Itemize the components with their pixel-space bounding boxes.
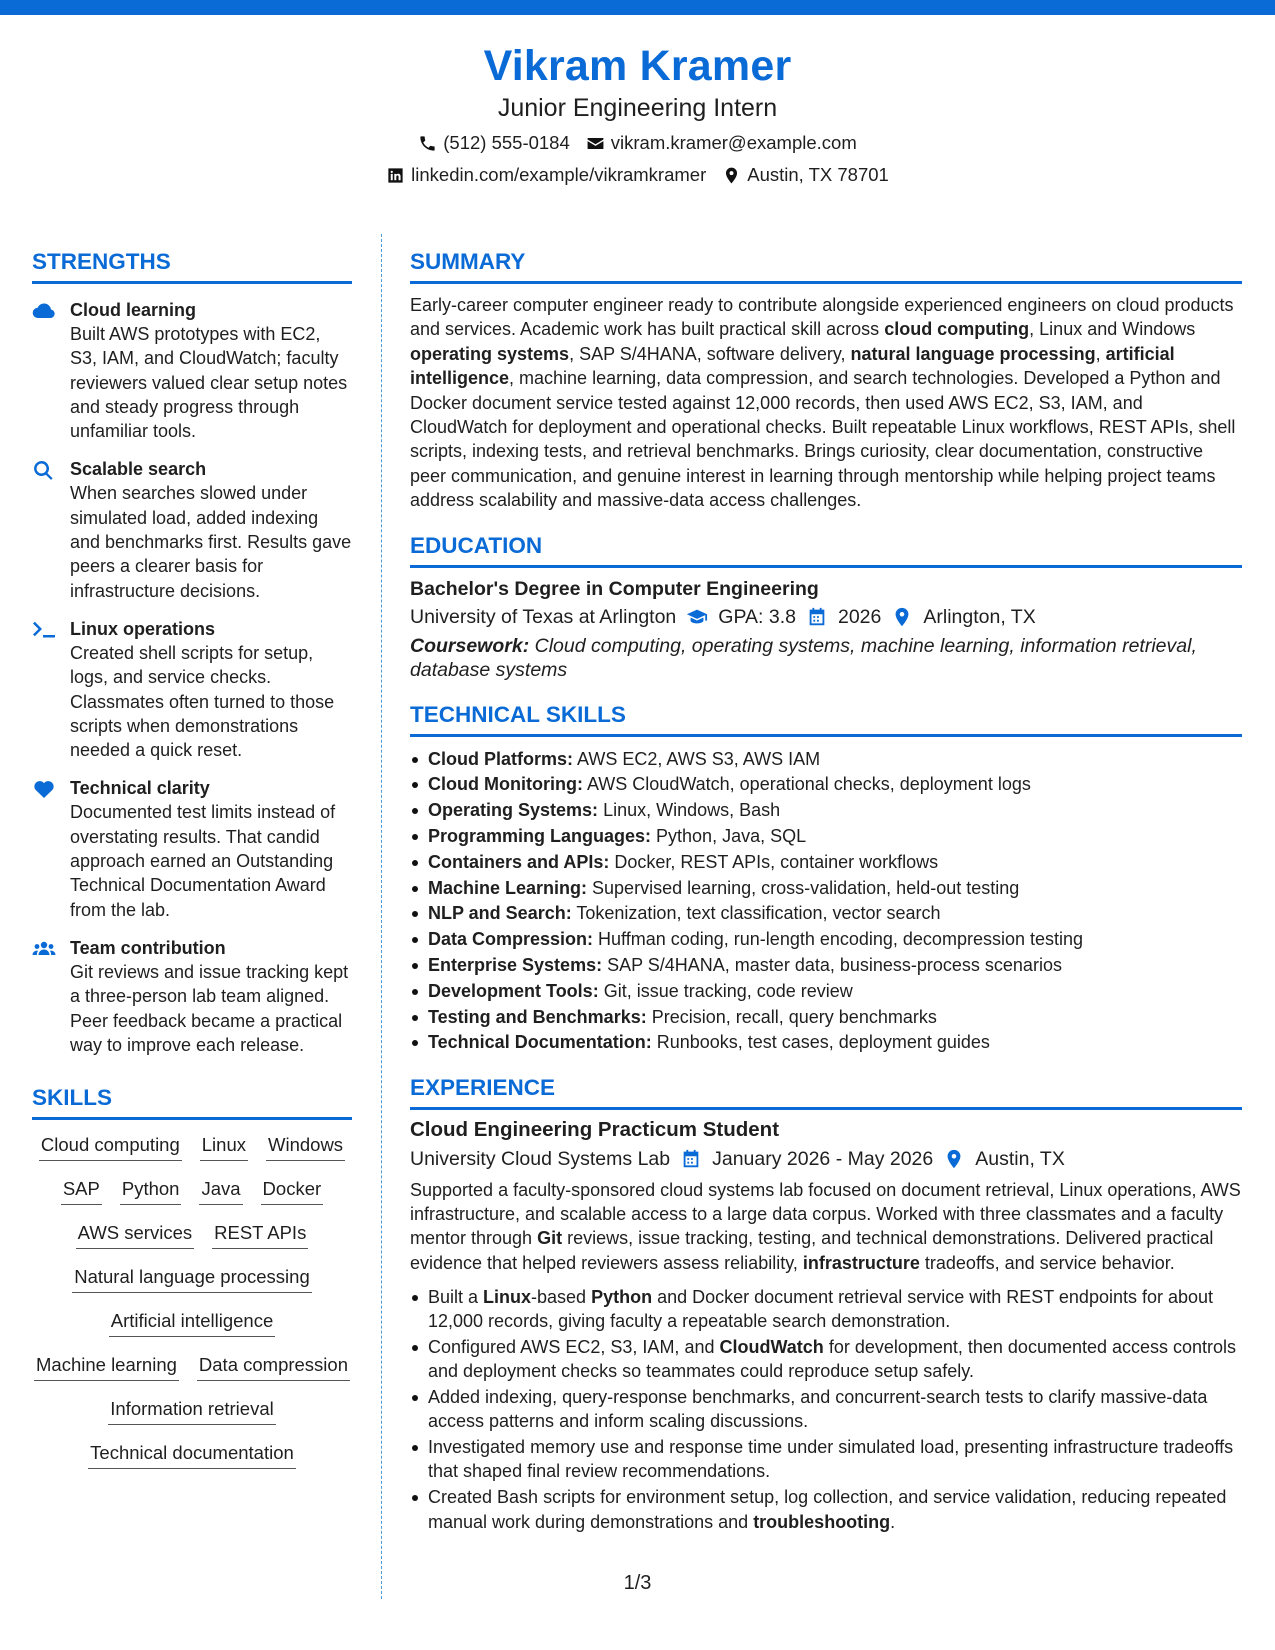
calendar-icon bbox=[680, 1148, 702, 1170]
technical-skill-item bbox=[410, 953, 1242, 977]
resume-header bbox=[0, 40, 1275, 190]
strength-item bbox=[32, 457, 352, 602]
skill-values: SAP S/4HANA, master data, business-process scenarios bbox=[602, 955, 1062, 976]
envelope-icon bbox=[586, 134, 605, 153]
text-run: , SAP S/4HANA, software delivery, bbox=[569, 343, 851, 364]
skill-category: NLP and Search: bbox=[428, 903, 572, 924]
technical-skill-item bbox=[410, 747, 1242, 771]
column-divider bbox=[381, 234, 382, 1599]
users-icon bbox=[32, 939, 56, 959]
job-bullet bbox=[410, 1485, 1242, 1534]
experience-section bbox=[410, 1073, 1242, 1534]
bold-text: operating systems bbox=[410, 343, 570, 364]
text-run: Supported a faculty-sponsored cloud systems lab focused on document retrieval, Linux operations, AWS infrastructure, and scalable access to a large data corpus. Worked with three classmates and a faculty mentor through bbox=[410, 1179, 1241, 1249]
bold-text: Python bbox=[591, 1286, 653, 1307]
skills-heading: SKILLS bbox=[32, 1083, 352, 1120]
job-bullet bbox=[410, 1435, 1242, 1484]
linkedin-icon bbox=[386, 166, 405, 185]
text-run: Built a bbox=[428, 1286, 484, 1307]
strength-text: Created shell scripts for setup, logs, and service checks. Classmates often turned to those scripts when demonstrations needed a quick reset. bbox=[70, 642, 335, 761]
education-section bbox=[410, 531, 1242, 682]
strength-title: Scalable search bbox=[70, 459, 207, 480]
top-accent-bar bbox=[0, 0, 1275, 15]
skill-values: AWS EC2, AWS S3, AWS IAM bbox=[573, 748, 821, 769]
bold-text: natural language processing bbox=[850, 343, 1096, 364]
page-number: 1/3 bbox=[623, 1572, 652, 1594]
strengths-list bbox=[32, 298, 352, 1057]
school-location: Arlington, TX bbox=[923, 605, 1036, 628]
skill-tag: Artificial intelligence bbox=[109, 1308, 275, 1337]
technical-skill-item bbox=[410, 979, 1242, 1003]
bold-text: artificial intelligence bbox=[410, 343, 1175, 389]
technical-skill-item bbox=[410, 798, 1242, 822]
skill-category: Machine Learning: bbox=[428, 877, 588, 898]
strength-title: Technical clarity bbox=[70, 778, 210, 799]
skill-category: Data Compression: bbox=[428, 929, 594, 950]
bold-text: infrastructure bbox=[802, 1252, 920, 1273]
text-run: , Linux and Windows bbox=[1029, 319, 1196, 340]
skill-category: Technical Documentation: bbox=[428, 1032, 652, 1053]
summary-heading: SUMMARY bbox=[410, 247, 1242, 284]
skill-tag: Technical documentation bbox=[88, 1440, 296, 1469]
candidate-title: Junior Engineering Intern bbox=[497, 94, 778, 122]
skill-category: Development Tools: bbox=[428, 980, 599, 1001]
technical-skills-heading: TECHNICAL SKILLS bbox=[410, 700, 1242, 737]
job-bullets bbox=[410, 1285, 1242, 1534]
strength-title: Linux operations bbox=[70, 618, 216, 639]
skill-category: Cloud Monitoring: bbox=[428, 774, 583, 795]
skill-tag: Data compression bbox=[197, 1352, 350, 1381]
skill-tag: SAP bbox=[61, 1176, 102, 1205]
technical-skill-item bbox=[410, 772, 1242, 796]
text-run: Added indexing, query-response benchmarks, and concurrent-search tests to clarify massive-data access patterns and inform scaling discussions. bbox=[428, 1387, 1208, 1432]
job-org: University Cloud Systems Lab bbox=[410, 1147, 671, 1170]
education-meta bbox=[410, 602, 1242, 632]
strength-text: Documented test limits instead of overstating results. That candid approach earned an Outstanding Technical Documentation Award from the lab. bbox=[70, 802, 336, 920]
bold-text: cloud computing bbox=[884, 319, 1030, 340]
skill-tag: Linux bbox=[200, 1132, 248, 1161]
job-location: Austin, TX bbox=[975, 1147, 1065, 1170]
contact-row-1 bbox=[0, 128, 1275, 158]
text-run: Created Bash scripts for environment setup, log collection, and service validation, reducing repeated manual work during demonstrations and bbox=[428, 1487, 1227, 1532]
text-run: -based bbox=[531, 1286, 592, 1307]
job-meta bbox=[410, 1144, 1242, 1174]
technical-skill-item bbox=[410, 850, 1242, 874]
skill-values: Linux, Windows, Bash bbox=[598, 800, 781, 821]
skill-tag: AWS services bbox=[76, 1220, 194, 1249]
skill-category: Testing and Benchmarks: bbox=[428, 1006, 647, 1027]
job-description bbox=[410, 1178, 1242, 1275]
skill-values: AWS CloudWatch, operational checks, deployment logs bbox=[582, 774, 1031, 795]
map-pin-icon bbox=[891, 606, 913, 628]
skill-category: Operating Systems: bbox=[428, 800, 599, 821]
technical-skill-item bbox=[410, 876, 1242, 900]
technical-skills-list bbox=[410, 747, 1242, 1055]
skill-category: Enterprise Systems: bbox=[428, 955, 603, 976]
text-run: , machine learning, data compression, and search technologies. Developed a Python and Docker document service tested against 12,000 records, then used AWS EC2, S3, IAM, and CloudWatch for deployment and operational checks. Built repeatable Linux workflows, REST APIs, shell scripts, indexing tests, and retrieval benchmarks. Brings curiosity, clear documentation, constructive peer communication, and genuine interest in learning through mentorship while helping project teams address scalability and massive-data access challenges. bbox=[410, 368, 1236, 511]
text-run: . bbox=[890, 1511, 896, 1532]
coursework-text: Cloud computing, operating systems, machine learning, information retrieval, database systems bbox=[410, 634, 1197, 681]
map-pin-icon bbox=[722, 166, 741, 185]
skill-values: Supervised learning, cross-validation, held-out testing bbox=[587, 877, 1020, 898]
coursework-label: Coursework: bbox=[410, 634, 530, 657]
bold-text: troubleshooting bbox=[753, 1511, 891, 1532]
skill-tag: Docker bbox=[261, 1176, 324, 1205]
graduation-year: 2026 bbox=[837, 605, 882, 628]
skill-values: Huffman coding, run-length encoding, decompression testing bbox=[593, 929, 1084, 950]
skill-tag: REST APIs bbox=[212, 1220, 308, 1249]
skill-tag: Cloud computing bbox=[39, 1132, 182, 1161]
skill-values: Docker, REST APIs, container workflows bbox=[609, 851, 939, 872]
technical-skills-section bbox=[410, 700, 1242, 1055]
email-text[interactable]: vikram.kramer@example.com bbox=[610, 132, 857, 153]
skill-tag: Windows bbox=[266, 1132, 345, 1161]
strength-item bbox=[32, 936, 352, 1057]
strengths-heading: STRENGTHS bbox=[32, 247, 352, 284]
location-text: Austin, TX 78701 bbox=[747, 164, 889, 185]
job-dates: January 2026 - May 2026 bbox=[712, 1147, 934, 1170]
linkedin-contact[interactable] bbox=[386, 160, 706, 190]
degree-title: Bachelor's Degree in Computer Engineering bbox=[410, 577, 819, 600]
skill-tag: Python bbox=[120, 1176, 182, 1205]
skill-values: Tokenization, text classification, vector search bbox=[571, 903, 941, 924]
technical-skill-item bbox=[410, 824, 1242, 848]
map-pin-icon bbox=[943, 1148, 965, 1170]
summary-text bbox=[410, 293, 1242, 513]
technical-skill-item bbox=[410, 1005, 1242, 1029]
search-icon bbox=[32, 460, 56, 480]
left-column bbox=[32, 247, 352, 1469]
skill-values: Git, issue tracking, code review bbox=[598, 980, 853, 1001]
strength-item bbox=[32, 776, 352, 921]
school-name: University of Texas at Arlington bbox=[410, 605, 677, 628]
text-run: reviews, issue tracking, testing, and technical demonstrations. Delivered practical evidence that helped reviewers assess reliability, bbox=[410, 1228, 1214, 1273]
phone-contact bbox=[418, 128, 570, 158]
strength-item bbox=[32, 298, 352, 443]
cloud-icon bbox=[32, 301, 56, 321]
job-title: Cloud Engineering Practicum Student bbox=[410, 1117, 780, 1141]
skill-tag: Java bbox=[199, 1176, 242, 1205]
text-run: , bbox=[1095, 343, 1106, 364]
strength-item bbox=[32, 617, 352, 762]
heart-icon bbox=[32, 779, 56, 799]
coursework bbox=[410, 634, 1242, 682]
skill-category: Cloud Platforms: bbox=[428, 748, 574, 769]
text-run: Early-career computer engineer ready to contribute alongside experienced engineers on cloud products and services. Academic work has built practical skill across bbox=[410, 295, 1234, 340]
skill-values: Precision, recall, query benchmarks bbox=[646, 1006, 937, 1027]
text-run: for development, then documented access controls and deployment checks so teammates could reproduce setup safely. bbox=[428, 1337, 1237, 1382]
text-run: and Docker document retrieval service with REST endpoints for about 12,000 records, giving faculty a repeatable search demonstration. bbox=[428, 1286, 1214, 1332]
strength-title: Cloud learning bbox=[70, 300, 196, 320]
strength-text: Built AWS prototypes with EC2, S3, IAM, and CloudWatch; faculty reviewers valued clear setup notes and steady progress through unfamiliar tools. bbox=[70, 324, 348, 442]
bold-text: CloudWatch bbox=[719, 1337, 824, 1357]
linkedin-text[interactable]: linkedin.com/example/vikramkramer bbox=[411, 164, 707, 185]
skill-values: Python, Java, SQL bbox=[651, 826, 807, 847]
technical-skill-item bbox=[410, 1030, 1242, 1054]
job-bullet bbox=[410, 1385, 1242, 1434]
terminal-icon bbox=[32, 620, 56, 640]
text-run: Configured AWS EC2, S3, IAM, and bbox=[428, 1337, 720, 1357]
right-column bbox=[410, 247, 1242, 1535]
bold-text: Linux bbox=[483, 1286, 532, 1307]
bold-text: Git bbox=[537, 1228, 563, 1249]
skill-category: Programming Languages: bbox=[428, 826, 652, 847]
strength-text: Git reviews and issue tracking kept a three-person lab team aligned. Peer feedback became a practical way to improve each release. bbox=[70, 961, 349, 1055]
education-heading: EDUCATION bbox=[410, 531, 1242, 568]
phone-icon bbox=[418, 134, 437, 153]
skill-category: Containers and APIs: bbox=[428, 851, 610, 872]
skill-tags bbox=[32, 1132, 352, 1469]
job-bullet bbox=[410, 1335, 1242, 1384]
text-run: Investigated memory use and response time under simulated load, presenting infrastructure tradeoffs that shaped final review recommendations. bbox=[428, 1437, 1234, 1482]
candidate-name: Vikram Kramer bbox=[483, 42, 792, 90]
strength-title: Team contribution bbox=[70, 937, 226, 958]
location-contact bbox=[722, 160, 889, 190]
calendar-icon bbox=[806, 606, 828, 628]
skill-tag: Information retrieval bbox=[108, 1396, 275, 1425]
gpa-text: GPA: 3.8 bbox=[718, 605, 796, 628]
technical-skill-item bbox=[410, 927, 1242, 951]
skill-values: Runbooks, test cases, deployment guides bbox=[651, 1032, 990, 1053]
technical-skill-item bbox=[410, 901, 1242, 925]
experience-heading: EXPERIENCE bbox=[410, 1073, 1242, 1110]
email-contact[interactable] bbox=[586, 128, 857, 158]
contact-row-2 bbox=[0, 160, 1275, 190]
skill-tag: Machine learning bbox=[34, 1352, 179, 1381]
text-run: tradeoffs, and service behavior. bbox=[919, 1252, 1175, 1273]
graduation-cap-icon bbox=[686, 606, 708, 628]
job-bullet bbox=[410, 1285, 1242, 1334]
phone-text: (512) 555-0184 bbox=[443, 132, 570, 153]
skill-tag: Natural language processing bbox=[72, 1264, 312, 1293]
strength-text: When searches slowed under simulated load, added indexing and benchmarks first. Results gave peers a clearer basis for infrastructure decisions. bbox=[70, 483, 352, 601]
